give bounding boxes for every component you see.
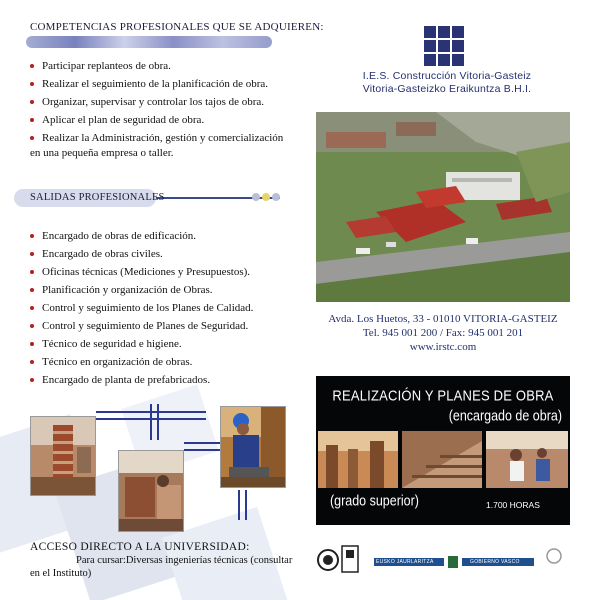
university-text-line: en el Instituto): [30, 568, 92, 579]
photo-worker-helmet: [220, 406, 286, 488]
course-grade: (grado superior): [330, 492, 419, 510]
gobierno-vasco-text: GOBIERNO VASCO: [470, 559, 520, 565]
salidas-title: SALIDAS PROFESIONALES: [30, 192, 165, 203]
list-item: Realizar la Administración, gestión y comercialización: [30, 129, 283, 147]
photo-masonry-work: [118, 450, 184, 532]
salidas-list: [30, 227, 253, 389]
decorative-line: [238, 490, 240, 520]
list-item: Encargado de obras civiles.: [30, 245, 253, 263]
list-item: Realizar el seguimiento de la planificación de obra.: [30, 75, 283, 93]
list-item: Encargado de obras de edificación.: [30, 227, 253, 245]
list-item: Encargado de planta de prefabricados.: [30, 371, 253, 389]
course-photo-worksite: [318, 431, 398, 488]
list-item: Planificación y organización de Obras.: [30, 281, 253, 299]
university-title: ACCESO DIRECTO A LA UNIVERSIDAD:: [30, 541, 250, 553]
course-title: REALIZACIÓN Y PLANES DE OBRA: [332, 386, 554, 405]
basque-shield-icon: [448, 556, 458, 568]
course-panel: [316, 376, 570, 525]
course-photo-stairs: [402, 431, 482, 488]
footer-logos: [310, 540, 580, 580]
school-name-es: I.E.S. Construcción Vitoria-Gasteiz: [362, 70, 532, 82]
quality-club-icon: [547, 549, 561, 563]
course-subtitle: (encargado de obra): [448, 407, 562, 425]
course-hours: 1.700 HORAS: [486, 500, 540, 510]
course-photo-workers: [486, 431, 568, 488]
eusko-jaurlaritza-text: EUSKO JAURLARITZA: [376, 559, 434, 565]
list-item: Oficinas técnicas (Mediciones y Presupuestos).: [30, 263, 253, 281]
decorative-line: [245, 490, 247, 520]
competencias-continuation: en una pequeña empresa o taller.: [30, 147, 174, 159]
university-text-line: Para cursar:Diversas ingenierías técnicas (consultar: [76, 555, 293, 566]
list-item: Control y seguimiento de Planes de Seguridad.: [30, 317, 253, 335]
list-item: Control y seguimiento de los Planes de Calidad.: [30, 299, 253, 317]
decorative-line: [184, 449, 224, 451]
decorative-line: [157, 404, 159, 440]
decorative-dot: [272, 193, 280, 201]
school-name-eu: Vitoria-Gasteizko Eraikuntza B.H.I.: [362, 83, 532, 95]
phone-fax: Tel. 945 001 200 / Fax: 945 001 201: [362, 327, 524, 339]
aerial-campus-photo: [316, 112, 570, 302]
photo-brick-chimney: [30, 416, 96, 496]
address: Avda. Los Huetos, 33 - 01010 VITORIA-GASTEIZ: [328, 313, 558, 325]
er-certification-icon: [342, 546, 358, 572]
school-logo: [424, 26, 464, 66]
decorative-line: [150, 404, 152, 440]
brush-stroke-decoration: [26, 36, 272, 48]
list-item: Participar replanteos de obra.: [30, 57, 283, 75]
university-text: [30, 554, 300, 580]
decorative-dot: [262, 193, 270, 201]
list-item: Técnico de seguridad e higiene.: [30, 335, 253, 353]
competencias-list: [30, 57, 283, 147]
decorative-dot: [252, 193, 260, 201]
list-item: Organizar, supervisar y controlar los tajos de obra.: [30, 93, 283, 111]
list-item: Técnico en organización de obras.: [30, 353, 253, 371]
list-item: Aplicar el plan de seguridad de obra.: [30, 111, 283, 129]
competencias-title: COMPETENCIAS PROFESIONALES QUE SE ADQUIEREN:: [30, 21, 324, 33]
website-link[interactable]: www.irstc.com: [409, 341, 477, 353]
decorative-line: [184, 442, 224, 444]
